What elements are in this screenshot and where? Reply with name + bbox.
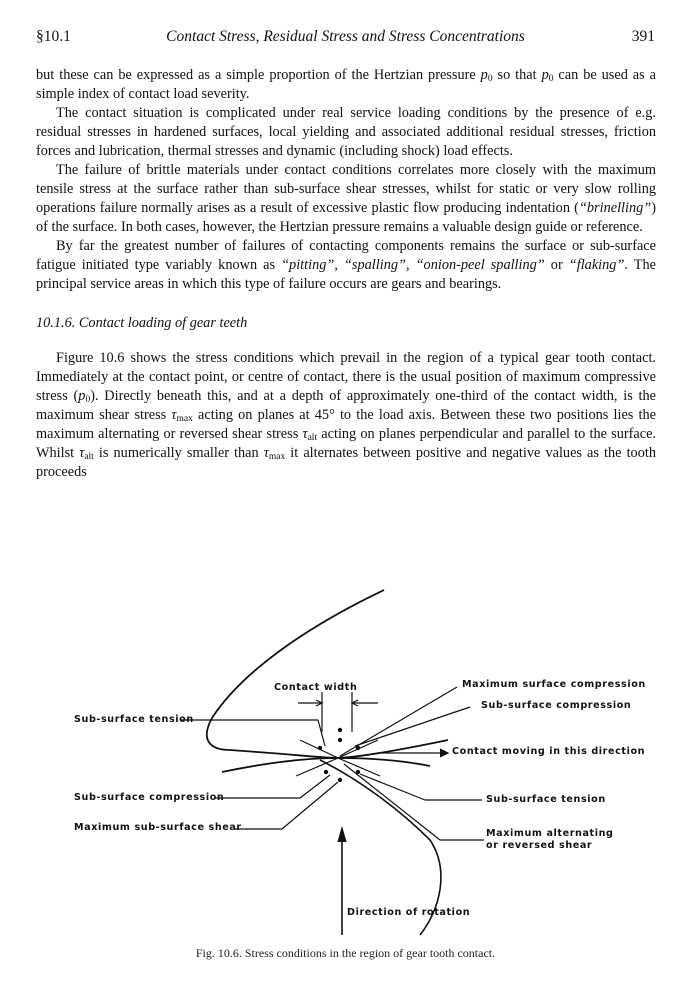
label-contact-width: Contact width: [274, 682, 358, 693]
paragraph-3: The failure of brittle materials under contact conditions correlates more closely with the maximum tensile stress at the surface rather than sub-surface shear stresses, whilst for static or very slow rolling operations failure normally arises as a result of excessive plastic flow producing indentation (“brinelling”) of the surface. In both cases, however, the Hertzian pressure remains a valuable design guide or reference.: [36, 162, 656, 235]
label-sub-surface-compression-left: Sub-surface compression: [74, 792, 225, 803]
label-sub-surface-tension-right: Sub-surface tension: [486, 794, 606, 805]
upper-tooth-profile: [207, 590, 384, 750]
paragraph-1: but these can be expressed as a simple proportion of the Hertzian pressure $p_0$ so that $p_0$ can be used as a simple index of contact load severity.: [36, 67, 657, 102]
label-sub-surface-tension-left: Sub-surface tension: [74, 714, 194, 725]
upper-tooth-lower-edge: [230, 740, 448, 758]
page-number: 391: [631, 28, 655, 45]
label-max-alternating-1: Maximum alternating: [486, 828, 614, 839]
label-max-surface-compression: Maximum surface compression: [462, 679, 646, 690]
label-max-sub-surface-shear: Maximum sub-surface shear: [74, 822, 242, 833]
page-header: [36, 28, 655, 50]
body-text: [36, 66, 656, 482]
label-max-alternating-2: or reversed shear: [486, 840, 593, 851]
figure-caption: Fig. 10.6. Stress conditions in the region of gear tooth contact.: [195, 946, 496, 960]
section-heading: 10.1.6. Contact loading of gear teeth: [36, 315, 248, 331]
paragraph-5: Figure 10.6 shows the stress conditions which prevail in the region of a typical gear tooth contact. Immediately at the contact point, or centre of contact, there is the usual position of maximum compressive stress $(p_0)$. Directly beneath this, and at a depth of approximately one-third of the contact width, is the maximum shear stress $\tau_{max}$ acting on planes at 45° to the load axis. Between these two positions lies the maximum alternating or reversed shear stress $\tau_{alt}$ acting on planes perpendicular and parallel to the surface. Whilst $\tau_{alt}$ is numerically smaller than $\tau_{max}$ it alternates between positive and negative values as the tooth proceeds: [36, 350, 656, 480]
label-sub-surface-compression-right: Sub-surface compression: [481, 700, 632, 711]
paragraph-4: By far the greatest number of failures of contacting components remains the surface or sub-surface fatigue initiated type variably known as “pitting”, “spalling”, “onion-peel spalling” or “flaking”. The principal service areas in which this type of failure occurs are gears and bearings.: [36, 238, 656, 292]
label-contact-moving: Contact moving in this direction: [452, 746, 646, 757]
paragraph-2: The contact situation is complicated under real service loading conditions by the presence of e.g. residual stresses in hardened surfaces, local yielding and associated additional residual stresses, friction forces and lubrication, thermal stresses and dynamic (including shock) load effects.: [36, 105, 656, 159]
leader-max-alternating: [344, 764, 440, 840]
running-title: Contact Stress, Residual Stress and Stress Concentrations: [166, 28, 525, 45]
gear-contact-diagram: [0, 580, 691, 940]
section-number: §10.1: [36, 28, 71, 45]
label-direction-of-rotation: Direction of rotation: [347, 907, 471, 918]
leader-sub-surface-tension-right: [360, 774, 425, 800]
figure-10-6: [0, 580, 691, 940]
